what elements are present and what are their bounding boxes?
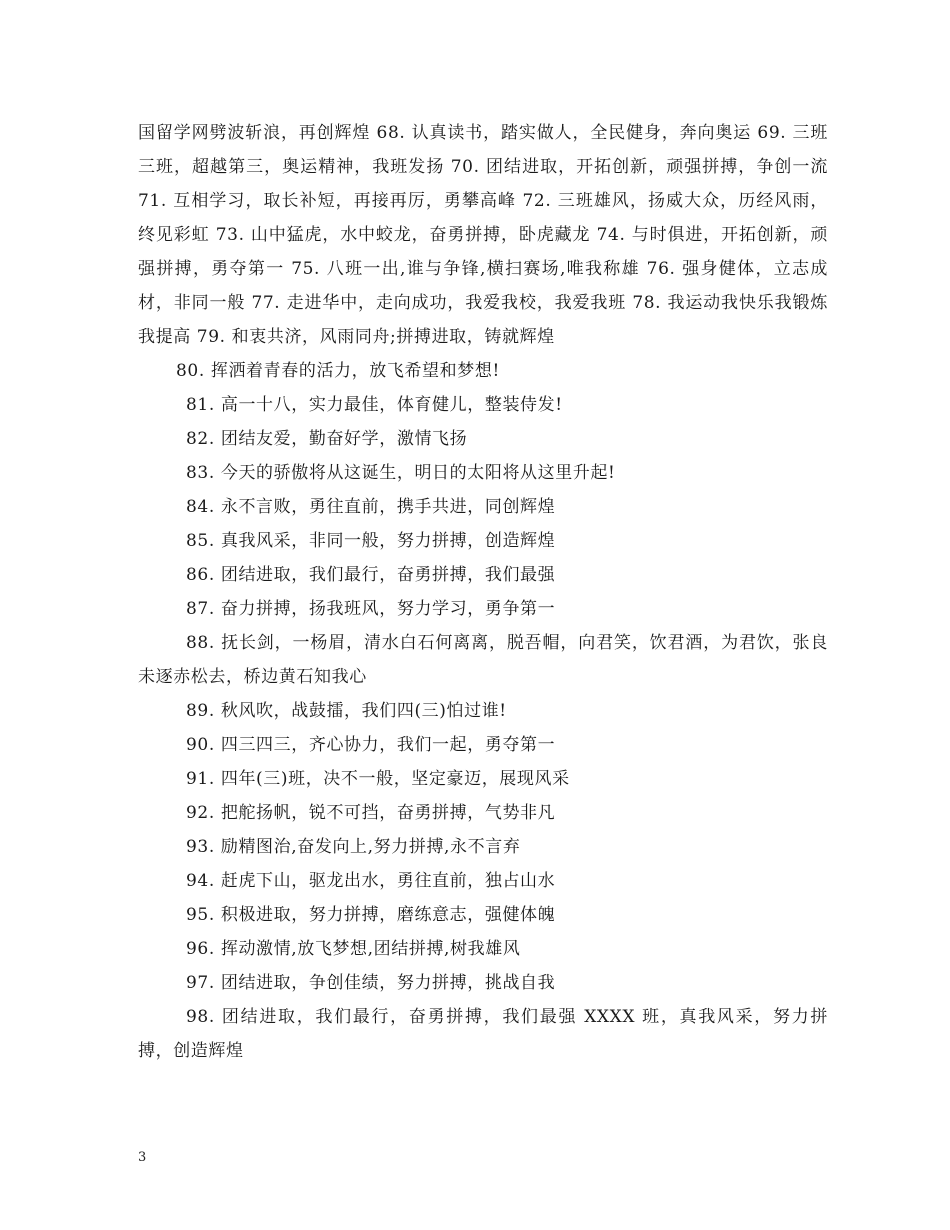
paragraph-98: 98. 团结进取，我们最行，奋勇拼搏，我们最强 XXXX 班，真我风采，努力拼搏，创造辉煌 (138, 1007, 828, 1061)
paragraph-82: 82. 团结友爱，勤奋好学，激情飞扬 (186, 429, 468, 449)
paragraph-88: 88. 抚长剑，一杨眉，清水白石何离离，脱吾帽，向君笑，饮君酒，为君饮，张良未逐赤松去，桥边黄石知我心 (138, 633, 828, 687)
page-number: 3 (138, 1150, 147, 1165)
paragraph-90: 90. 四三四三，齐心协力，我们一起，勇夺第一 (186, 735, 556, 755)
paragraph-97: 97. 团结进取，争创佳绩，努力拼搏，挑战自我 (186, 973, 556, 993)
paragraph-93: 93. 励精图治,奋发向上,努力拼搏,永不言弃 (186, 837, 521, 857)
paragraph-95: 95. 积极进取，努力拼搏，磨练意志，强健体魄 (186, 905, 556, 925)
paragraph-87: 87. 奋力拼搏，扬我班风，努力学习，勇争第一 (186, 599, 556, 619)
paragraph-81: 81. 高一十八，实力最佳，体育健儿，整装侍发! (186, 395, 563, 415)
paragraph-91: 91. 四年(三)班，决不一般，坚定豪迈，展现风采 (186, 769, 570, 789)
paragraph-80: 80. 挥洒着青春的活力，放飞希望和梦想! (176, 361, 500, 381)
paragraph-86: 86. 团结进取，我们最行，奋勇拼搏，我们最强 (186, 565, 556, 585)
document-body (138, 116, 828, 1068)
paragraph-96: 96. 挥动激情,放飞梦想,团结拼搏,树我雄风 (186, 939, 521, 959)
paragraph-84: 84. 永不言败，勇往直前，携手共进，同创辉煌 (186, 497, 556, 517)
paragraph-83: 83. 今天的骄傲将从这诞生，明日的太阳将从这里升起! (186, 463, 616, 483)
paragraph-92: 92. 把舵扬帆，锐不可挡，奋勇拼搏，气势非凡 (186, 803, 556, 823)
paragraph-94: 94. 赶虎下山，驱龙出水，勇往直前，独占山水 (186, 871, 556, 891)
paragraph-89: 89. 秋风吹，战鼓擂，我们四(三)怕过谁! (186, 701, 507, 721)
paragraph-85: 85. 真我风采，非同一般，努力拼搏，创造辉煌 (186, 531, 556, 551)
paragraph-68-79: 国留学网劈波斩浪，再创辉煌 68. 认真读书，踏实做人，全民健身，奔向奥运 69. 三班三班，超越第三，奥运精神，我班发扬 70. 团结进取，开拓创新，顽强拼搏，争创一流 71. 互相学习，取长补短，再接再厉，勇攀高峰 72. 三班雄风，扬威大众，历经风雨，终见彩虹 73. 山中猛虎，水中蛟龙，奋勇拼搏，卧虎藏龙 74. 与时俱进，开拓创新，顽强拼搏，勇夺第一 75. 八班一出,谁与争锋,横扫赛场,唯我称雄 76. 强身健体，立志成材，非同一般 77. 走进华中，走向成功，我爱我校，我爱我班 78. 我运动我快乐我锻炼我提高 79. 和衷共济，风雨同舟;拼搏进取，铸就辉煌 (138, 123, 828, 347)
